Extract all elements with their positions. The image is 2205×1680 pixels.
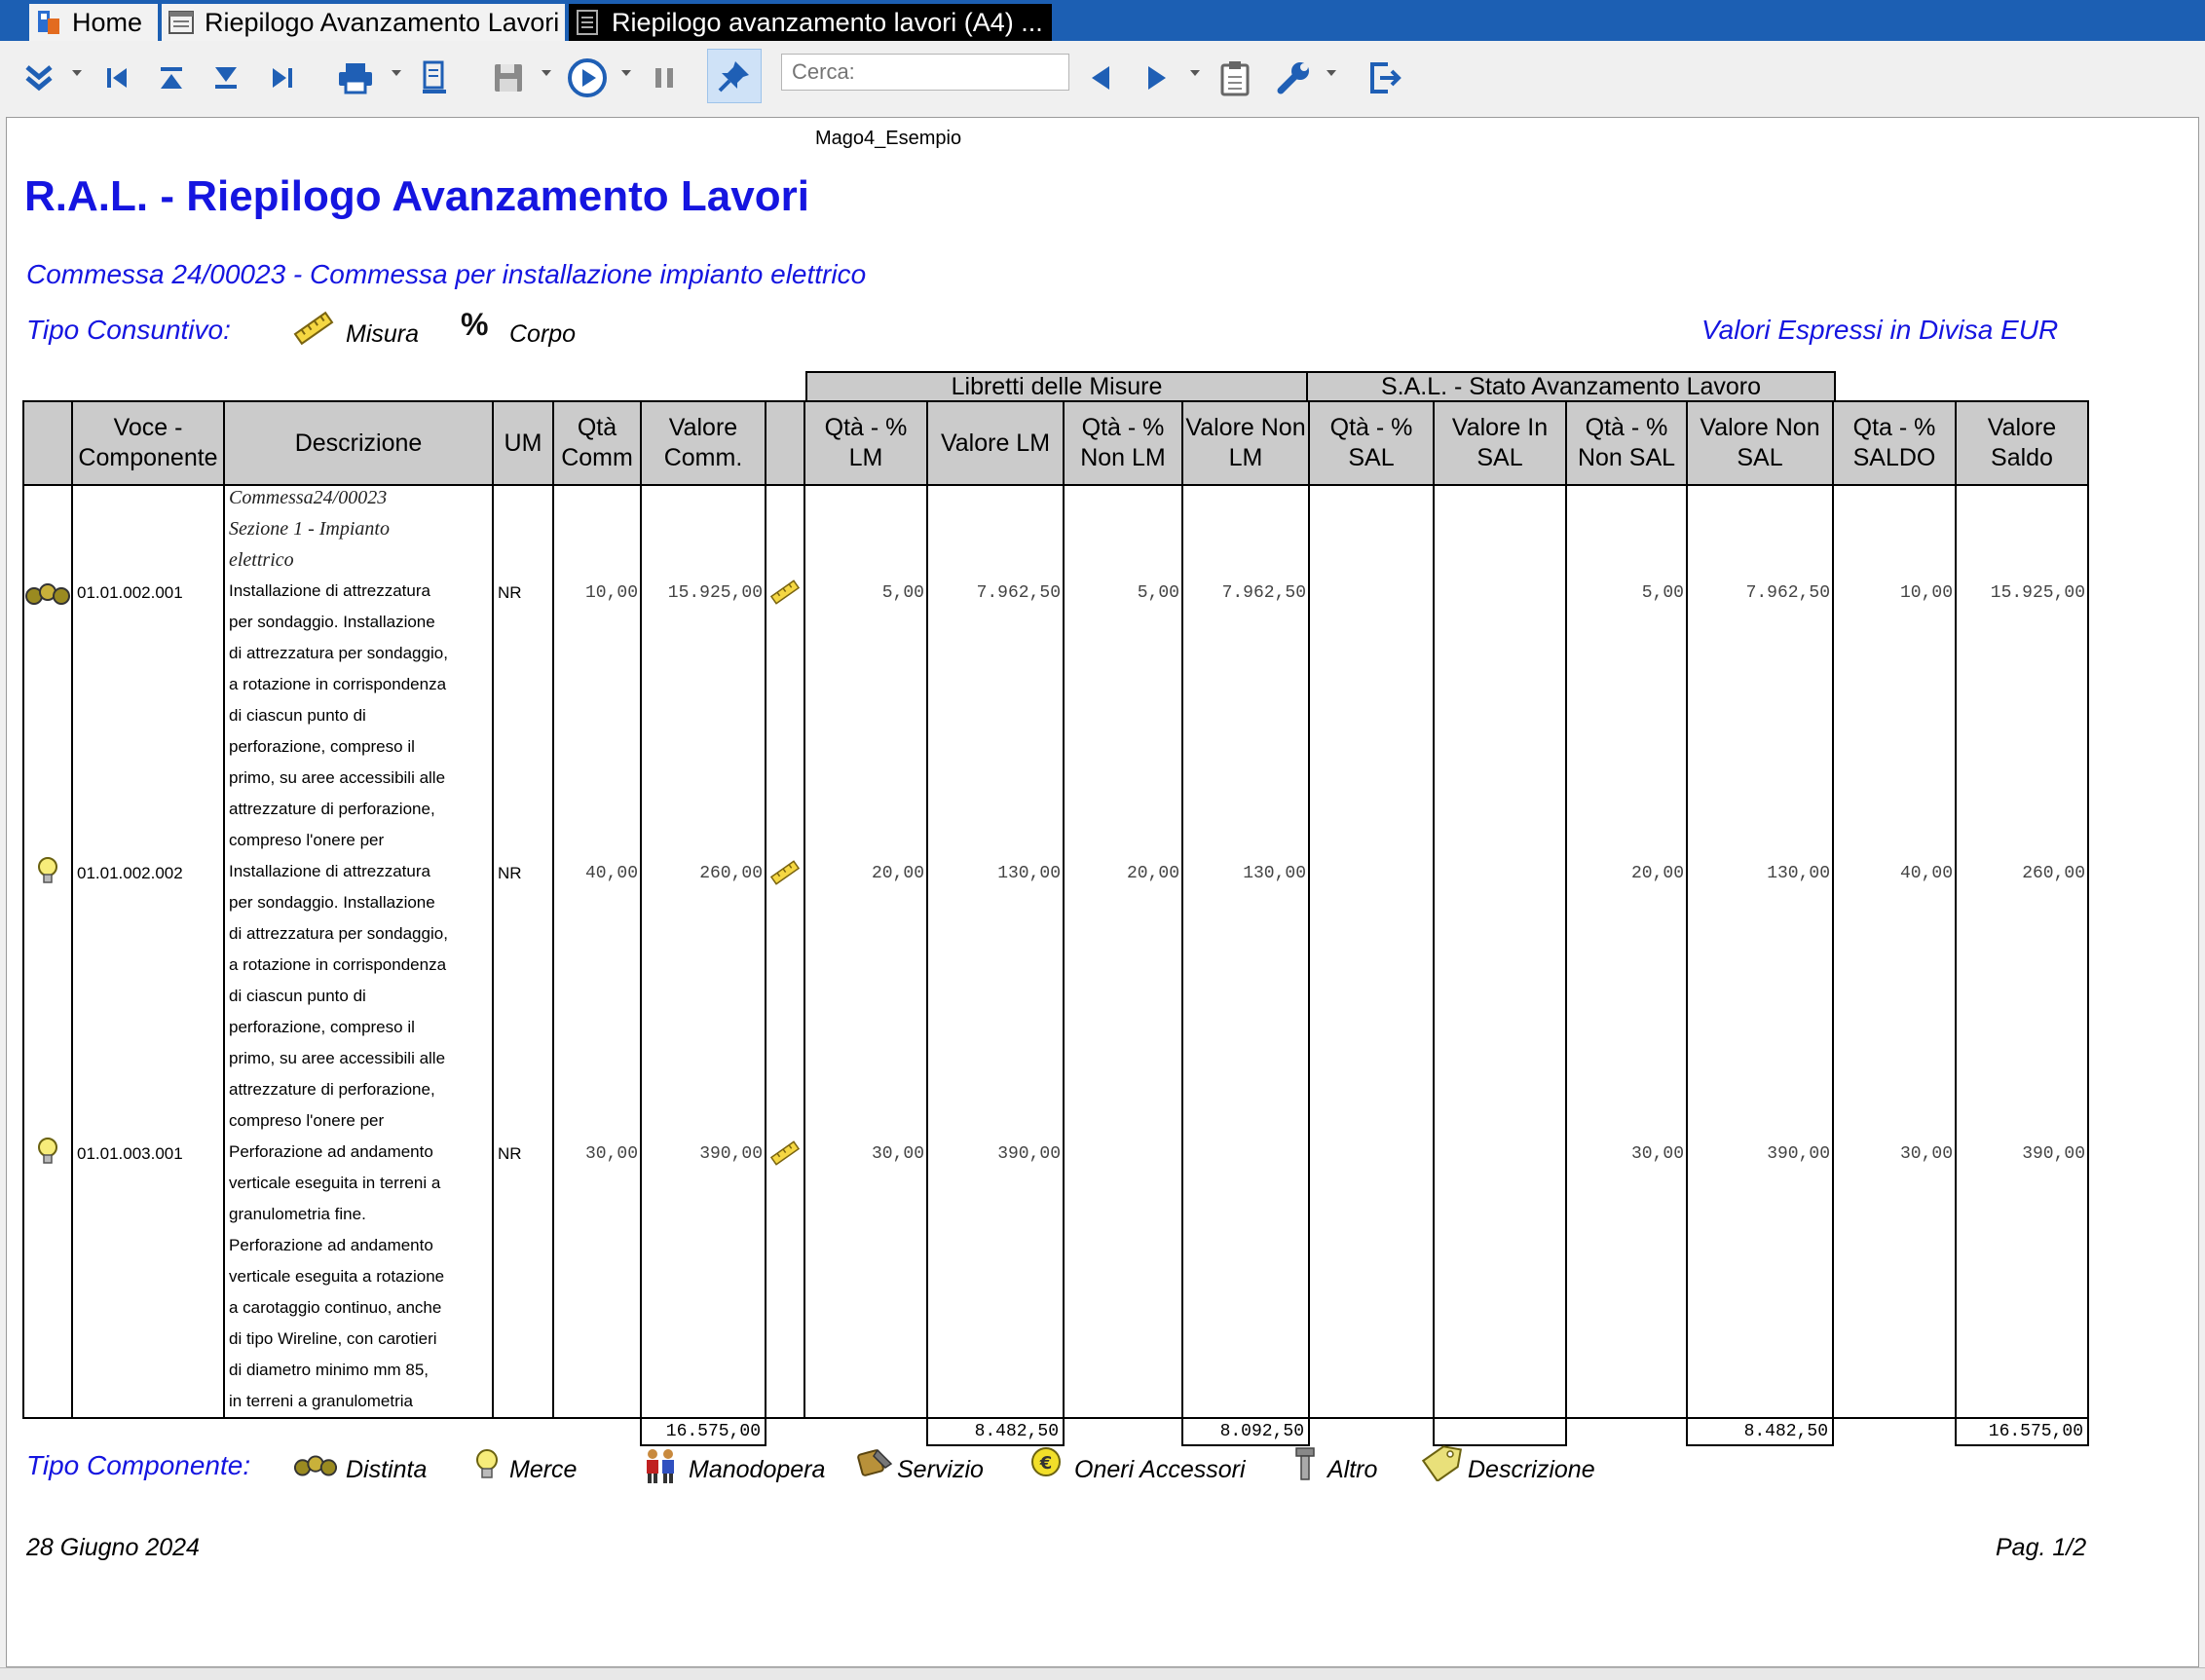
row-valore-non-sal: 130,00 bbox=[1767, 864, 1830, 883]
grid-line bbox=[223, 484, 225, 1419]
col-header-qta-non-lm: Qtà - % Non LM bbox=[1063, 400, 1183, 486]
tab-riepilogo-label: Riepilogo Avanzamento Lavori bbox=[205, 7, 560, 37]
row-desc-line: di tipo Wireline, con carotieri bbox=[229, 1329, 437, 1348]
page-down-icon bbox=[211, 63, 241, 93]
row-desc-line: Perforazione ad andamento bbox=[229, 1236, 433, 1254]
ruler-icon bbox=[768, 1137, 802, 1170]
row-um: NR bbox=[498, 864, 522, 882]
row-desc-line: granulometria fine. bbox=[229, 1205, 366, 1223]
save-button[interactable] bbox=[487, 51, 530, 105]
row-code: 01.01.002.001 bbox=[77, 583, 183, 602]
descrizione-tag-icon bbox=[1419, 1442, 1464, 1481]
row-qta-non-sal: 30,00 bbox=[1630, 1144, 1684, 1164]
row-desc-line: attrezzature di perforazione, bbox=[229, 1080, 435, 1099]
wrench-icon bbox=[1275, 59, 1312, 96]
clipboard-icon bbox=[1219, 59, 1251, 96]
row-desc-line: verticale eseguita in terreni a bbox=[229, 1174, 441, 1192]
grid-line bbox=[640, 484, 642, 1419]
ruler-icon bbox=[291, 309, 336, 348]
row-desc-line: di attrezzatura per sondaggio, bbox=[229, 644, 448, 662]
row-desc-line: Installazione di attrezzatura bbox=[229, 581, 430, 600]
row-qta-non-sal: 20,00 bbox=[1630, 864, 1684, 883]
col-header-valore-comm: Valore Comm. bbox=[640, 400, 766, 486]
row-desc-line: primo, su aree accessibili alle bbox=[229, 1049, 446, 1067]
row-qta-comm: 10,00 bbox=[584, 583, 638, 603]
report-page bbox=[6, 117, 2199, 1667]
save-dropdown-caret[interactable] bbox=[542, 70, 551, 76]
legend-manodopera-label: Manodopera bbox=[689, 1456, 826, 1483]
toolbar bbox=[0, 41, 2205, 113]
ruler-icon bbox=[768, 576, 802, 609]
distinta-icon bbox=[293, 1446, 338, 1485]
row-desc-line: perforazione, compreso il bbox=[229, 1018, 415, 1036]
section-header-line: elettrico bbox=[229, 549, 294, 571]
currency-note: Valori Espressi in Divisa EUR bbox=[1701, 315, 2059, 345]
grid-line bbox=[1433, 484, 1435, 1419]
col-header-valore-non-lm: Valore Non LM bbox=[1181, 400, 1310, 486]
legend-descrizione-label: Descrizione bbox=[1468, 1456, 1595, 1483]
last-page-button[interactable] bbox=[263, 51, 302, 105]
row-desc-line: per sondaggio. Installazione bbox=[229, 613, 435, 631]
row-desc-line: di diametro minimo mm 85, bbox=[229, 1361, 430, 1379]
tipo-consuntivo-label: Tipo Consuntivo: bbox=[26, 315, 231, 345]
report-title: R.A.L. - Riepilogo Avanzamento Lavori bbox=[24, 172, 809, 220]
row-desc-line: perforazione, compreso il bbox=[229, 737, 415, 756]
row-qta-comm: 30,00 bbox=[584, 1144, 638, 1164]
oneri-accessori-icon bbox=[1024, 1444, 1068, 1483]
play-button[interactable] bbox=[563, 51, 612, 105]
altro-icon bbox=[1283, 1444, 1327, 1483]
row-valore-non-sal: 390,00 bbox=[1767, 1144, 1830, 1164]
save-icon bbox=[493, 62, 524, 93]
grid-line bbox=[552, 484, 554, 1419]
row-valore-comm: 390,00 bbox=[699, 1144, 763, 1164]
group-header-lm: Libretti delle Misure bbox=[805, 371, 1308, 402]
row-qta-lm: 30,00 bbox=[871, 1144, 924, 1164]
grid-line bbox=[765, 484, 766, 1419]
grid-line bbox=[1955, 484, 1957, 1419]
grid-line bbox=[1832, 484, 1834, 1419]
search-prev-button[interactable] bbox=[1081, 51, 1120, 105]
search-prev-icon bbox=[1088, 63, 1113, 93]
grid-line bbox=[926, 484, 928, 1419]
servizio-icon bbox=[852, 1444, 897, 1483]
pin-icon bbox=[716, 57, 753, 94]
total-valore-comm: 16.575,00 bbox=[640, 1417, 766, 1446]
grid-line bbox=[1686, 484, 1688, 1419]
col-header-qta-non-sal: Qtà - % Non SAL bbox=[1565, 400, 1688, 486]
settings-wrench-button[interactable] bbox=[1270, 51, 1317, 105]
mago-home-icon bbox=[35, 9, 62, 36]
row-qta-non-lm: 20,00 bbox=[1126, 864, 1179, 883]
row-valore-lm: 7.962,50 bbox=[976, 583, 1061, 603]
tab-home[interactable] bbox=[29, 4, 158, 41]
group-header-sal: S.A.L. - Stato Avanzamento Lavoro bbox=[1306, 371, 1836, 402]
page-up-button[interactable] bbox=[152, 51, 191, 105]
col-header-voce: Voce - Componente bbox=[71, 400, 225, 486]
row-um: NR bbox=[498, 1144, 522, 1163]
row-desc-line: compreso l'onere per bbox=[229, 1111, 385, 1130]
grid-line bbox=[1565, 484, 1567, 1419]
col-header-qta-comm: Qtà Comm bbox=[552, 400, 642, 486]
legend-distinta-label: Distinta bbox=[346, 1456, 428, 1483]
search-next-button[interactable] bbox=[1138, 51, 1177, 105]
col-header-valore-non-sal: Valore Non SAL bbox=[1686, 400, 1834, 486]
print-button[interactable] bbox=[331, 51, 380, 105]
legend-oneri-accessori-label: Oneri Accessori bbox=[1074, 1456, 1246, 1483]
legend-merce-label: Merce bbox=[509, 1456, 578, 1483]
exit-button[interactable] bbox=[1364, 51, 1406, 105]
settings-dropdown-caret[interactable] bbox=[1327, 70, 1336, 76]
col-header-um: UM bbox=[492, 400, 554, 486]
print-preview-icon bbox=[419, 60, 450, 95]
clipboard-button[interactable] bbox=[1214, 51, 1256, 105]
consuntivo-misura-label: Misura bbox=[346, 320, 420, 348]
pause-icon bbox=[651, 64, 678, 92]
row-desc-line: di ciascun punto di bbox=[229, 706, 366, 725]
expand-dropdown-caret[interactable] bbox=[72, 70, 82, 76]
col-header-valore-saldo: Valore Saldo bbox=[1955, 400, 2089, 486]
row-desc-line: primo, su aree accessibili alle bbox=[229, 768, 446, 787]
grid-line bbox=[1308, 484, 1310, 1419]
expand-all-button[interactable] bbox=[19, 51, 58, 105]
grid-line bbox=[804, 484, 805, 1419]
row-valore-comm: 15.925,00 bbox=[667, 583, 763, 603]
total-valore-non-sal: 8.482,50 bbox=[1686, 1417, 1834, 1446]
total-valore-saldo: 16.575,00 bbox=[1955, 1417, 2089, 1446]
print-dropdown-caret[interactable] bbox=[392, 70, 401, 76]
merce-icon bbox=[34, 1137, 61, 1168]
row-desc-line: attrezzature di perforazione, bbox=[229, 800, 435, 818]
search-next-icon bbox=[1144, 63, 1170, 93]
company-name: Mago4_Esempio bbox=[815, 128, 962, 149]
report-subtitle: Commessa 24/00023 - Commessa per installazione impianto elettrico bbox=[26, 259, 867, 289]
row-valore-saldo: 15.925,00 bbox=[1990, 583, 2085, 603]
tab-report-a4[interactable] bbox=[569, 4, 1052, 41]
row-valore-non-lm: 130,00 bbox=[1243, 864, 1306, 883]
pin-button[interactable] bbox=[707, 49, 762, 103]
search-input[interactable] bbox=[781, 54, 1069, 91]
col-header-qta-sal: Qtà - % SAL bbox=[1308, 400, 1435, 486]
expand-all-icon bbox=[22, 61, 56, 94]
first-page-button[interactable] bbox=[97, 51, 136, 105]
tab-report-a4-label: Riepilogo avanzamento lavori (A4) ... bbox=[612, 7, 1043, 37]
row-desc-line: in terreni a granulometria bbox=[229, 1392, 413, 1410]
consuntivo-corpo-label: Corpo bbox=[509, 320, 577, 348]
row-desc-line: compreso l'onere per bbox=[229, 831, 385, 849]
row-um: NR bbox=[498, 583, 522, 602]
legend-altro-label: Altro bbox=[1327, 1456, 1378, 1483]
row-desc-line: di attrezzatura per sondaggio, bbox=[229, 924, 448, 943]
col-header-icon bbox=[22, 400, 73, 486]
row-valore-lm: 390,00 bbox=[997, 1144, 1061, 1164]
svg-text:€: € bbox=[1039, 1453, 1053, 1474]
footer-page-number: Pag. 1/2 bbox=[1996, 1534, 2087, 1561]
row-qta-saldo: 30,00 bbox=[1899, 1144, 1953, 1164]
col-header-valore-in-sal: Valore In SAL bbox=[1433, 400, 1567, 486]
row-valore-saldo: 260,00 bbox=[2022, 864, 2085, 883]
play-dropdown-caret[interactable] bbox=[621, 70, 631, 76]
col-header-descrizione: Descrizione bbox=[223, 400, 494, 486]
row-desc-line: a rotazione in corrispondenza bbox=[229, 675, 447, 693]
row-qta-non-lm: 5,00 bbox=[1137, 583, 1179, 603]
total-valore-non-lm: 8.092,50 bbox=[1181, 1417, 1310, 1446]
row-valore-lm: 130,00 bbox=[997, 864, 1061, 883]
total-valore-lm: 8.482,50 bbox=[926, 1417, 1065, 1446]
distinta-icon bbox=[24, 579, 71, 609]
exit-icon bbox=[1368, 60, 1401, 95]
footer-date: 28 Giugno 2024 bbox=[26, 1534, 200, 1561]
merce-icon bbox=[34, 856, 61, 887]
search-dropdown-caret[interactable] bbox=[1190, 70, 1200, 76]
tab-riepilogo[interactable] bbox=[162, 4, 565, 41]
col-header-valore-lm: Valore LM bbox=[926, 400, 1065, 486]
play-icon bbox=[567, 57, 608, 98]
manodopera-icon bbox=[638, 1446, 683, 1485]
ruler-icon bbox=[768, 856, 802, 889]
row-valore-comm: 260,00 bbox=[699, 864, 763, 883]
grid-line bbox=[2087, 484, 2089, 1419]
row-qta-lm: 5,00 bbox=[881, 583, 924, 603]
page-down-button[interactable] bbox=[206, 51, 245, 105]
first-page-icon bbox=[102, 63, 131, 93]
print-preview-button[interactable] bbox=[413, 51, 456, 105]
grid-line bbox=[1063, 484, 1065, 1419]
row-desc-line: verticale eseguita a rotazione bbox=[229, 1267, 445, 1286]
merce-icon bbox=[465, 1446, 509, 1485]
row-desc-line: a rotazione in corrispondenza bbox=[229, 955, 447, 974]
grid-line bbox=[492, 484, 494, 1419]
row-valore-saldo: 390,00 bbox=[2022, 1144, 2085, 1164]
page-up-icon bbox=[157, 63, 186, 93]
col-header-qta-lm: Qtà - % LM bbox=[804, 400, 928, 486]
report-document-icon bbox=[575, 9, 602, 36]
last-page-icon bbox=[268, 63, 297, 93]
col-header-qta-saldo: Qta - % SALDO bbox=[1832, 400, 1957, 486]
row-desc-line: Installazione di attrezzatura bbox=[229, 862, 430, 880]
row-desc-line: Perforazione ad andamento bbox=[229, 1142, 433, 1161]
grid-line bbox=[1181, 484, 1183, 1419]
row-code: 01.01.003.001 bbox=[77, 1144, 183, 1163]
report-window-icon bbox=[168, 9, 195, 36]
tipo-componente-label: Tipo Componente: bbox=[26, 1450, 251, 1480]
pause-button[interactable] bbox=[645, 51, 684, 105]
row-qta-saldo: 10,00 bbox=[1899, 583, 1953, 603]
row-qta-comm: 40,00 bbox=[584, 864, 638, 883]
col-header-tipo bbox=[765, 400, 805, 486]
percent-icon: % bbox=[461, 307, 489, 342]
print-icon bbox=[337, 61, 374, 94]
row-code: 01.01.002.002 bbox=[77, 864, 183, 882]
legend-servizio-label: Servizio bbox=[897, 1456, 984, 1483]
grid-line bbox=[71, 484, 73, 1419]
row-valore-non-sal: 7.962,50 bbox=[1745, 583, 1830, 603]
row-desc-line: di ciascun punto di bbox=[229, 987, 366, 1005]
section-header-line: Commessa24/00023 bbox=[229, 487, 388, 508]
row-qta-non-sal: 5,00 bbox=[1641, 583, 1684, 603]
section-header-line: Sezione 1 - Impianto bbox=[229, 518, 390, 540]
grid-line bbox=[22, 484, 24, 1419]
row-qta-saldo: 40,00 bbox=[1899, 864, 1953, 883]
row-desc-line: a carotaggio continuo, anche bbox=[229, 1298, 442, 1317]
row-desc-line: per sondaggio. Installazione bbox=[229, 893, 435, 912]
status-bar bbox=[0, 1667, 2205, 1680]
row-valore-non-lm: 7.962,50 bbox=[1221, 583, 1306, 603]
row-qta-lm: 20,00 bbox=[871, 864, 924, 883]
tab-home-label: Home bbox=[72, 7, 143, 37]
tab-bar bbox=[0, 0, 2205, 41]
